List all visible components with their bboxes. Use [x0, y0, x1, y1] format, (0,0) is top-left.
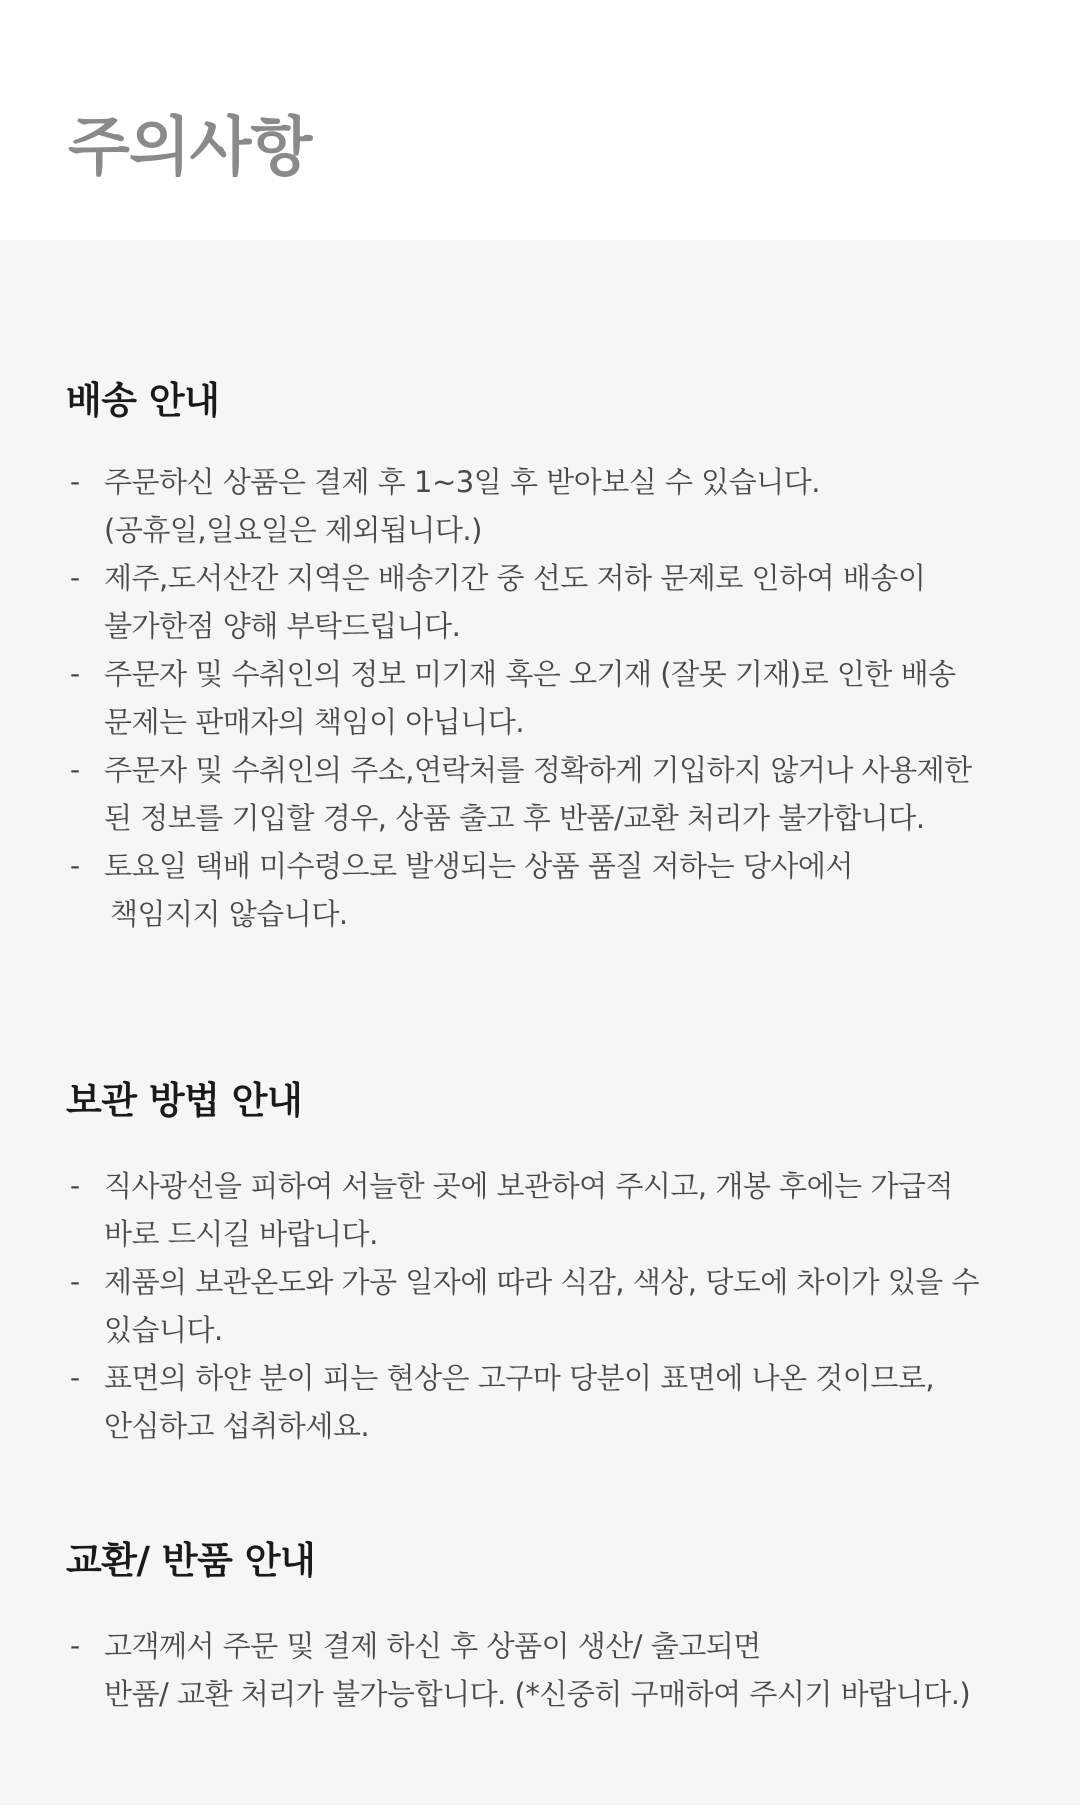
- storage-section-title: 보관 방법 안내: [66, 1079, 303, 1122]
- list-item: [66, 1258, 1046, 1354]
- bullet-dash: -: [70, 657, 81, 690]
- bullet-dash: -: [70, 753, 81, 786]
- page-title: 주의사항: [68, 111, 312, 185]
- list-item: [66, 458, 1046, 554]
- item-line: 주문하신 상품은 결제 후 1~3일 후 받아보실 수 있습니다.: [104, 465, 820, 499]
- item-line: 바로 드시길 바랍니다.: [104, 1217, 378, 1251]
- bullet-dash: -: [70, 849, 81, 882]
- item-line: 안심하고 섭취하세요.: [104, 1409, 370, 1443]
- notice-content: [0, 240, 1080, 1805]
- list-item: [66, 746, 1046, 842]
- bullet-dash: -: [70, 1629, 81, 1662]
- item-line: 문제는 판매자의 책임이 아닙니다.: [104, 705, 525, 739]
- bullet-dash: -: [70, 465, 81, 498]
- list-item: [66, 554, 1046, 650]
- list-item: [66, 1162, 1046, 1258]
- item-line: 토요일 택배 미수령으로 발생되는 상품 품질 저하는 당사에서: [104, 849, 853, 883]
- delivery-section-title: 배송 안내: [66, 379, 220, 422]
- item-line: 표면의 하얀 분이 피는 현상은 고구마 당분이 표면에 나온 것이므로,: [104, 1361, 935, 1395]
- storage-list: [66, 1162, 1046, 1450]
- item-line: 제품의 보관온도와 가공 일자에 따라 식감, 색상, 당도에 차이가 있을 수: [104, 1265, 980, 1299]
- bullet-dash: -: [70, 1169, 81, 1202]
- item-line: 고객께서 주문 및 결제 하신 후 상품이 생산/ 출고되면: [104, 1629, 761, 1663]
- item-line: 된 정보를 기입할 경우, 상품 출고 후 반품/교환 처리가 불가합니다.: [104, 801, 925, 835]
- list-item: [66, 650, 1046, 746]
- list-item: [66, 1622, 1046, 1718]
- return-section: [66, 1530, 1046, 1718]
- delivery-list: [66, 458, 1046, 938]
- bullet-dash: -: [70, 561, 81, 594]
- item-line: 제주,도서산간 지역은 배송기간 중 선도 저하 문제로 인하여 배송이: [104, 561, 926, 595]
- list-item: [66, 1354, 1046, 1450]
- item-line: 주문자 및 수취인의 주소,연락처를 정확하게 기입하지 않거나 사용제한: [104, 753, 972, 787]
- item-line: 불가한점 양해 부탁드립니다.: [104, 609, 461, 643]
- bullet-dash: -: [70, 1361, 81, 1394]
- bullet-dash: -: [70, 1265, 81, 1298]
- return-list: [66, 1622, 1046, 1718]
- item-line: 있습니다.: [104, 1313, 223, 1347]
- return-section-title: 교환/ 반품 안내: [66, 1539, 316, 1582]
- storage-section: [66, 1070, 1046, 1450]
- item-line: 직사광선을 피하여 서늘한 곳에 보관하여 주시고, 개봉 후에는 가급적: [104, 1169, 953, 1203]
- list-item: [66, 842, 1046, 938]
- item-line: 반품/ 교환 처리가 불가능합니다. (*신중히 구매하여 주시기 바랍니다.): [104, 1677, 971, 1711]
- item-line: (공휴일,일요일은 제외됩니다.): [104, 513, 482, 547]
- page-header: [0, 0, 1080, 240]
- delivery-section: [66, 370, 1046, 938]
- item-line: 책임지지 않습니다.: [110, 897, 348, 931]
- item-line: 주문자 및 수취인의 정보 미기재 혹은 오기재 (잘못 기재)로 인한 배송: [104, 657, 956, 691]
